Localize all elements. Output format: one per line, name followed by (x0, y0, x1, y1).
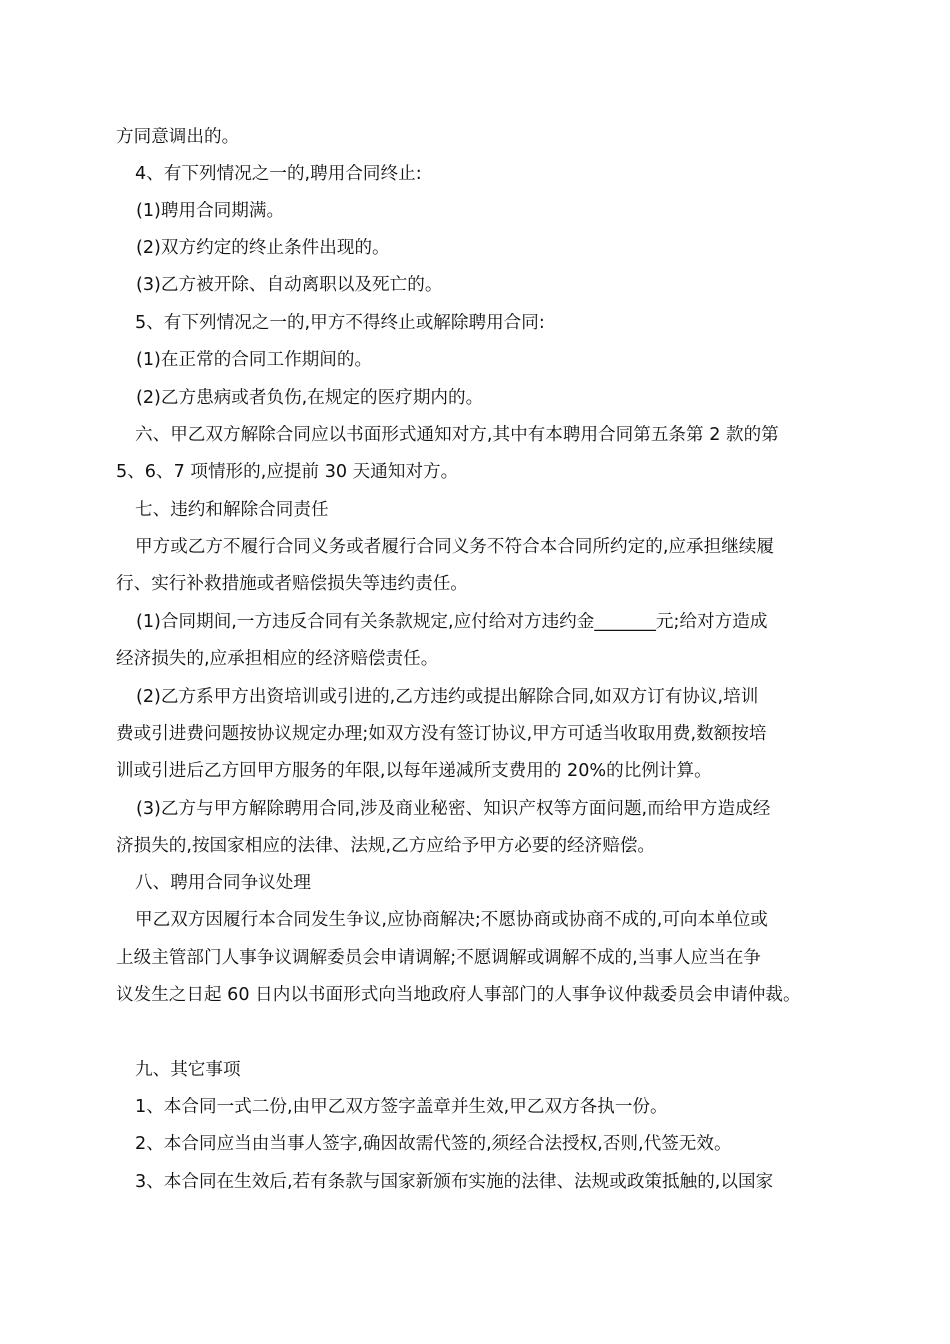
text-line: 行、实行补救措施或者赔偿损失等违约责任。 (116, 574, 468, 594)
text-line: 2、本合同应当由当事人签字,确因故需代签的,须经合法授权,否则,代签无效。 (135, 1134, 732, 1154)
text-line: 4、有下列情况之一的,聘用合同终止: (135, 164, 422, 184)
text-line: (2)乙方系甲方出资培训或引进的,乙方违约或提出解除合同,如双方订有协议,培训 (136, 687, 759, 707)
text-line: (1)合同期间,一方违反合同有关条款规定,应付给对方违约金_______元;给对方造成 (136, 612, 768, 632)
text-line: (1)聘用合同期满。 (136, 201, 285, 221)
text-line: (1)在正常的合同工作期间的。 (136, 350, 373, 370)
text-line: 议发生之日起 60 日内以书面形式向当地政府人事部门的人事争议仲裁委员会申请仲裁。 (116, 985, 801, 1005)
section-heading: 九、其它事项 (135, 1060, 241, 1080)
text-line: 费或引进费问题按协议规定办理;如双方没有签订协议,甲方可适当收取用费,数额按培 (116, 724, 767, 744)
section-heading: 八、聘用合同争议处理 (135, 873, 311, 893)
text-line: 上级主管部门人事争议调解委员会申请调解;不愿调解或调解不成的,当事人应当在争 (116, 948, 761, 968)
text-line: 5、有下列情况之一的,甲方不得终止或解除聘用合同: (135, 313, 545, 333)
text-line: 5、6、7 项情形的,应提前 30 天通知对方。 (116, 462, 459, 482)
text-line: 六、甲乙双方解除合同应以书面形式通知对方,其中有本聘用合同第五条第 2 款的第 (135, 425, 779, 445)
section-heading: 七、违约和解除合同责任 (135, 500, 329, 520)
text-line: 甲乙双方因履行本合同发生争议,应协商解决;不愿协商或协商不成的,可向本单位或 (135, 910, 768, 930)
text-line: (3)乙方与甲方解除聘用合同,涉及商业秘密、知识产权等方面问题,而给甲方造成经 (136, 799, 771, 819)
text-line: (2)双方约定的终止条件出现的。 (136, 238, 390, 258)
text-line: 训或引进后乙方回甲方服务的年限,以每年递减所支费用的 20%的比例计算。 (116, 761, 712, 781)
text-line: 方同意调出的。 (116, 127, 240, 147)
text-line: 经济损失的,应承担相应的经济赔偿责任。 (116, 649, 439, 669)
text-line: 3、本合同在生效后,若有条款与国家新颁布实施的法律、法规或政策抵触的,以国家 (135, 1172, 774, 1192)
text-line: 济损失的,按国家相应的法律、法规,乙方应给予甲方必要的经济赔偿。 (116, 836, 656, 856)
text-line: 甲方或乙方不履行合同义务或者履行合同义务不符合本合同所约定的,应承担继续履 (135, 537, 774, 557)
text-line: 1、本合同一式二份,由甲乙双方签字盖章并生效,甲乙双方各执一份。 (135, 1097, 668, 1117)
text-line: (3)乙方被开除、自动离职以及死亡的。 (136, 275, 443, 295)
text-line: (2)乙方患病或者负伤,在规定的医疗期内的。 (136, 388, 484, 408)
